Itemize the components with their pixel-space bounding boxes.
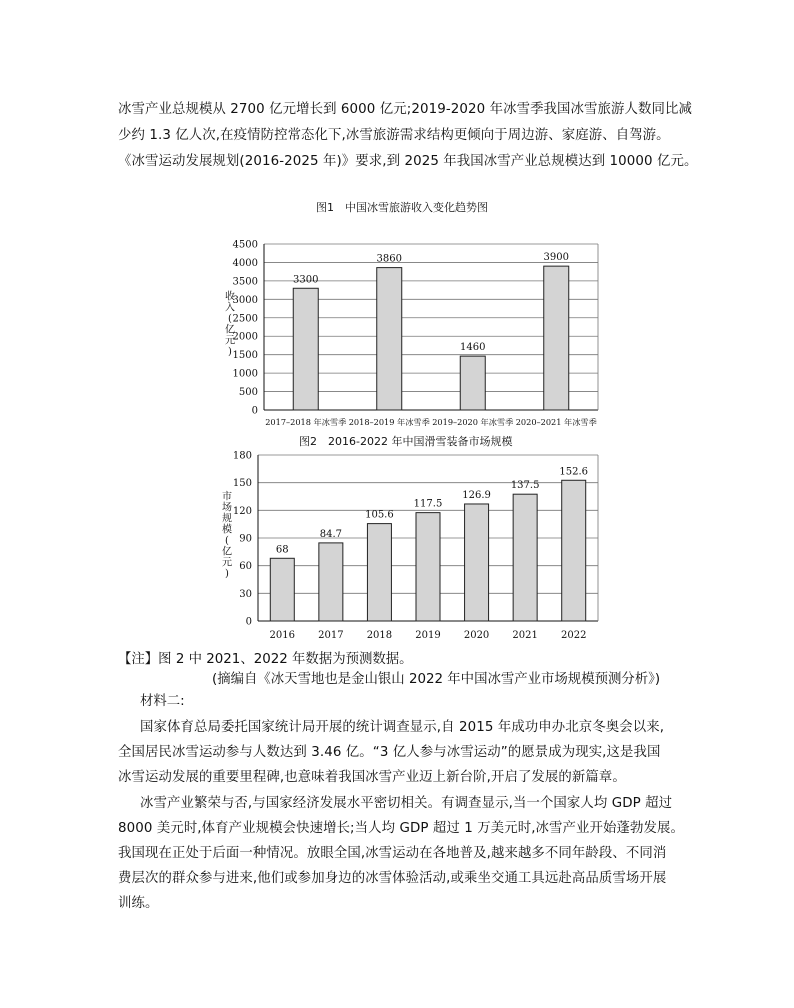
chart-2-y-axis-label-char: 场 <box>222 502 232 514</box>
chart-2-data-label: 152.6 <box>559 466 589 478</box>
chart-2-y-tick-label: 60 <box>239 561 252 573</box>
chart-2-data-label: 84.7 <box>319 528 342 540</box>
figure-1-title: 图1 中国冰雪旅游收入变化趋势图 <box>316 201 488 214</box>
chart-1-y-axis-label-char: 亿 <box>225 324 235 336</box>
chart-1-y-tick-label: 4000 <box>232 257 258 269</box>
chart-2-y-tick-label: 0 <box>245 616 252 628</box>
chart-1-data-label: 3900 <box>543 252 569 264</box>
chart-1-data-label: 3860 <box>376 253 402 265</box>
paragraph-bottom-line-1: 国家体育总局委托国家统计局开展的统计调查显示,自 2015 年成功申办北京冬奥会以来, <box>140 720 665 735</box>
chart-1-y-tick-label: 4500 <box>232 239 258 251</box>
chart-note: 【注】图 2 中 2021、2022 年数据为预测数据。 <box>118 652 413 667</box>
chart-2-y-axis-label <box>222 490 232 580</box>
chart-1-category-label: 2019–2020 年冰雪季 <box>432 417 514 427</box>
chart-2-y-tick-label: 120 <box>232 505 252 517</box>
chart-2-data-label: 68 <box>275 544 289 556</box>
chart-2-y-axis-label-char: 元 <box>222 557 232 569</box>
chart-2-bar <box>513 494 537 621</box>
figure-2-title: 图2 2016-2022 年中国滑雪装备市场规模 <box>299 435 513 448</box>
chart-1-y-axis-label-char: 入 <box>225 302 235 314</box>
chart-2-y-axis-label-char: 市 <box>222 491 232 503</box>
chart-2-category-label: 2018 <box>366 630 393 641</box>
chart-1-category-label: 2017–2018 年冰雪季 <box>265 417 347 427</box>
chart-1-data-label: 3300 <box>293 274 319 286</box>
chart-2-data-label: 117.5 <box>413 498 443 510</box>
chart-1-y-axis-label-char: ) <box>228 346 232 358</box>
chart-1-y-tick-label: 2000 <box>232 331 258 343</box>
chart-1-y-tick-label: 3000 <box>232 294 258 306</box>
chart-1-y-axis-label-char: 元 <box>225 335 235 347</box>
chart-2-y-axis-label-char: 亿 <box>222 546 232 558</box>
chart-2-y-tick-label: 150 <box>232 478 252 490</box>
chart-2-y-axis-label-char: 模 <box>222 524 232 536</box>
source-citation: (摘编自《冰天雪地也是金山银山 2022 年中国冰雪产业市场规模预测分析》) <box>212 672 661 687</box>
chart-2-category-label: 2021 <box>512 630 538 641</box>
chart-1-y-tick-label: 2500 <box>232 313 258 325</box>
paragraph-bottom-line-7: 费层次的群众参与进来,他们或参加身边的冰雪体验活动,或乘坐交通工具远赴高品质雪场开展 <box>118 871 667 886</box>
paragraph-top-line-2: 少约 1.3 亿人次,在疫情防控常态化下,冰雪旅游需求结构更倾向于周边游、家庭游、自驾游。 <box>118 128 670 143</box>
chart-2-y-tick-label: 180 <box>232 450 252 462</box>
chart-2-category-label: 2017 <box>318 630 344 641</box>
paragraph-top-line-1: 冰雪产业总规模从 2700 亿元增长到 6000 亿元;2019-2020 年冰雪季我国冰雪旅游人数同比减 <box>118 102 692 117</box>
chart-1-y-axis-label-char: ( <box>228 313 232 325</box>
chart-1-category-label: 2018–2019 年冰雪季 <box>348 417 430 427</box>
chart-2-bar <box>416 513 440 621</box>
paragraph-bottom-line-4: 冰雪产业繁荣与否,与国家经济发展水平密切相关。有调查显示,当一个国家人均 GDP 超过 <box>140 796 673 811</box>
chart-2-bar <box>465 504 489 621</box>
chart-2-bar <box>367 524 391 621</box>
chart-1-y-tick-label: 3500 <box>232 276 258 288</box>
chart-2-category-label: 2019 <box>415 630 441 641</box>
material-heading: 材料二: <box>140 694 185 709</box>
chart-2-category-label: 2020 <box>463 630 490 641</box>
chart-1-category-label: 2020–2021 年冰雪季 <box>515 417 597 427</box>
chart-1-y-tick-label: 1500 <box>232 350 258 362</box>
chart-1-y-tick-label: 0 <box>251 405 258 417</box>
paragraph-bottom-line-5: 8000 美元时,体育产业规模会快速增长;当人均 GDP 超过 1 万美元时,冰雪产业开始蓬勃发展。 <box>118 821 684 836</box>
chart-2-y-axis-label-char: ( <box>225 535 229 547</box>
chart-2-data-label: 105.6 <box>365 509 394 521</box>
paragraph-top-line-3: 《冰雪运动发展规划(2016-2025 年)》要求,到 2025 年我国冰雪产业总规模达到 10000 亿元。 <box>118 154 698 169</box>
paragraph-bottom-line-2: 全国居民冰雪运动参与人数达到 3.46 亿。“3 亿人参与冰雪运动”的愿景成为现实,这是我国 <box>118 745 661 760</box>
chart-2-category-label: 2022 <box>560 630 587 641</box>
chart-2-data-label: 126.9 <box>462 489 491 501</box>
chart-2-y-axis-label-char: ) <box>225 568 229 580</box>
paragraph-bottom-line-3: 冰雪运动发展的重要里程碑,也意味着我国冰雪产业迈上新台阶,开启了发展的新篇章。 <box>118 770 626 785</box>
paragraph-bottom-line-8: 训练。 <box>118 896 159 911</box>
chart-1-y-tick-label: 1000 <box>232 368 258 380</box>
chart-1-y-tick-label: 500 <box>238 387 258 399</box>
chart-2-bar <box>319 543 343 621</box>
chart-2-category-label: 2016 <box>269 630 296 641</box>
chart-2-bar <box>562 480 586 621</box>
chart-2-y-tick-label: 30 <box>239 588 252 600</box>
chart-2-bar <box>270 558 294 621</box>
chart-2-y-tick-label: 90 <box>239 533 252 545</box>
paragraph-bottom-line-6: 我国现在正处于后面一种情况。放眼全国,冰雪运动在各地普及,越来越多不同年龄段、不同消 <box>118 846 667 861</box>
chart-1-data-label: 1460 <box>460 342 486 354</box>
chart-1-y-axis-label-char: 收 <box>225 291 235 303</box>
chart-2-y-axis-label-char: 规 <box>222 513 232 525</box>
chart-2-data-label: 137.5 <box>510 480 540 492</box>
